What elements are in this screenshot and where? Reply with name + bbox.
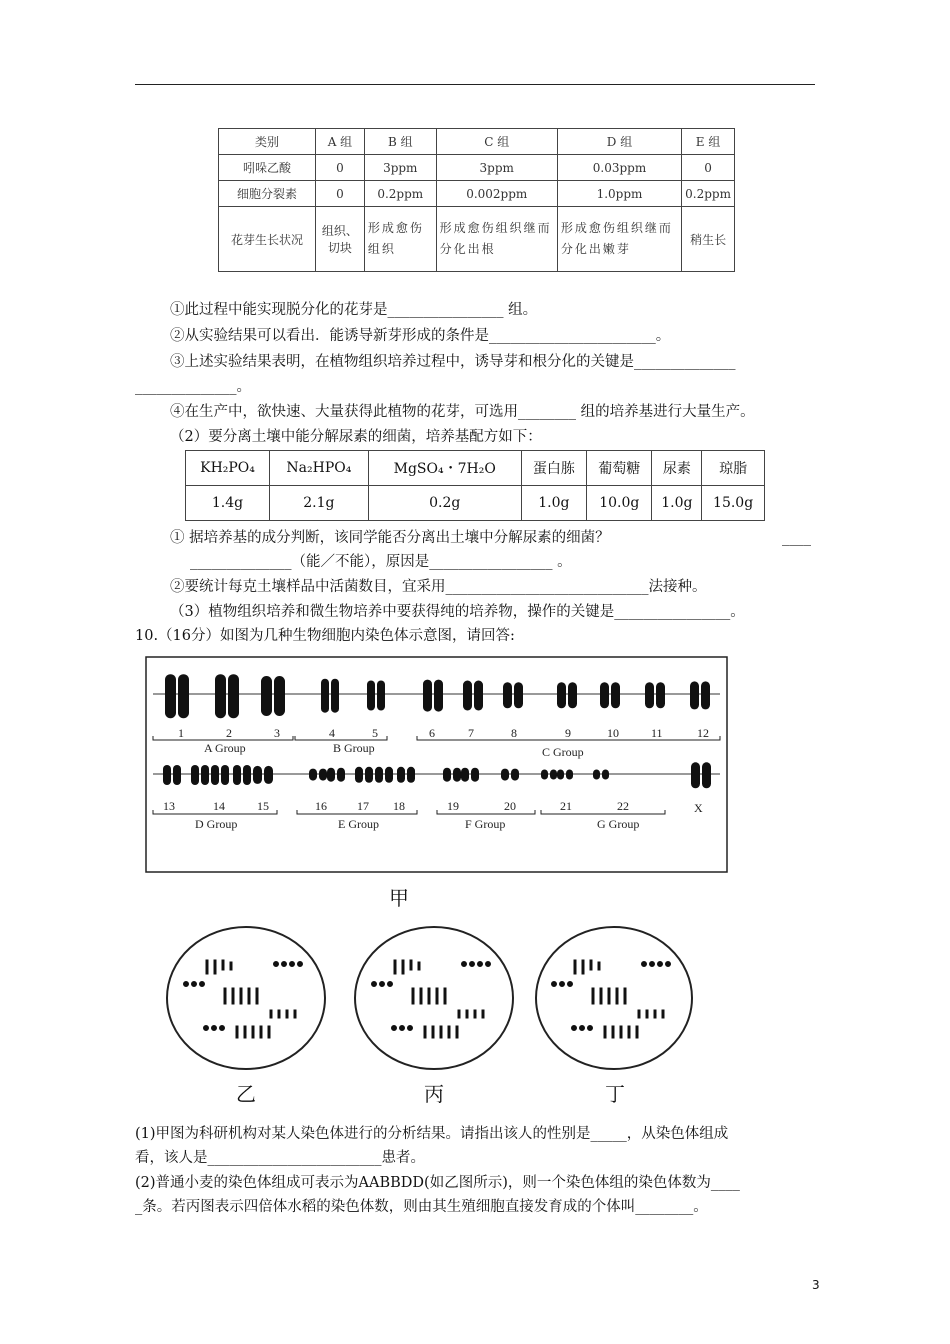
chromosome-shape — [412, 988, 414, 1004]
q9-item-3-cont: ______________。 — [135, 379, 251, 395]
chromosome-shape — [602, 770, 609, 780]
table-cell: 0 — [316, 155, 365, 181]
chromosome-number: 12 — [697, 726, 709, 740]
chromosome-shape — [392, 1026, 397, 1031]
cell-bing — [355, 927, 513, 1069]
q9-sub-1-cont: ______________（能／不能），原因是_________________ 。 — [190, 554, 572, 570]
figure-caption-yi: 乙 — [236, 1082, 256, 1106]
table-row — [219, 207, 735, 272]
chromosome-shape — [428, 988, 430, 1004]
chromosome-shape — [410, 960, 412, 970]
chromosome-shape — [184, 982, 189, 987]
cell-yi — [167, 927, 325, 1069]
cell-ding — [536, 927, 692, 1069]
karyotype-figure — [145, 656, 728, 874]
chromosome-shape — [628, 1026, 630, 1038]
chromosome-shape — [550, 770, 557, 780]
chromosome-shape — [418, 962, 420, 970]
chromosome-number: 19 — [447, 799, 459, 813]
chromosome-shape — [582, 960, 584, 974]
chromosome-shape — [568, 682, 577, 708]
table-cell: MgSO₄・7H₂O — [368, 451, 521, 486]
chromosome-shape — [278, 1010, 280, 1018]
table-cell: 0 — [316, 181, 365, 207]
chromosome-shape — [290, 962, 295, 967]
q10-title: 10.（16分）如图为几种生物细胞内染色体示意图，请回答: — [135, 628, 515, 644]
table-cell: 形成愈伤组织 — [364, 207, 436, 272]
q10-answer-2-cont: _条。若丙图表示四倍体水稻的染色体数，则由其生殖细胞直接发育成的个体叫________。 — [135, 1199, 708, 1215]
table-cell: 0.2ppm — [364, 181, 436, 207]
chromosome-shape — [486, 962, 491, 967]
chromosome-number: 22 — [617, 799, 629, 813]
chromosome-shape — [474, 681, 483, 711]
page-number: 3 — [812, 1278, 820, 1292]
chromosome-shape — [201, 765, 209, 785]
chromosome-shape — [407, 767, 415, 783]
chromosome-shape — [355, 767, 363, 783]
table-cell: 3ppm — [436, 155, 557, 181]
chromosome-number: 20 — [504, 799, 516, 813]
table-cell: 类别 — [219, 129, 316, 155]
chromosome-shape — [458, 1010, 460, 1018]
table-cell: Na₂HPO₄ — [270, 451, 369, 486]
chromosome-shape — [337, 768, 345, 782]
chromosome-shape — [616, 988, 618, 1004]
table-cell: 形成愈伤组织继而分化出根 — [436, 207, 557, 272]
q10-answer-1-cont: 看，该人是________________________患者。 — [135, 1150, 425, 1166]
chromosome-shape — [557, 770, 564, 780]
chromosome-shape — [440, 1026, 442, 1038]
chromosome-shape — [204, 1026, 209, 1031]
table-cell: 0.03ppm — [557, 155, 681, 181]
table-cell: 稍生长 — [682, 207, 735, 272]
table-cell: 琼脂 — [702, 451, 765, 486]
group-bracket — [153, 736, 293, 740]
chromosome-shape — [598, 962, 600, 970]
chromosome-shape — [264, 766, 273, 784]
chromosome-shape — [593, 770, 600, 780]
table-row — [186, 486, 765, 521]
cell-circles-figure — [160, 924, 700, 1076]
table-cell: E 组 — [682, 129, 735, 155]
chromosome-shape — [253, 766, 262, 784]
chromosome-shape — [321, 679, 329, 713]
chromosome-shape — [211, 765, 219, 785]
chromosome-shape — [222, 960, 224, 970]
chromosome-shape — [214, 960, 216, 974]
chromosome-shape — [423, 680, 432, 712]
table-cell: A 组 — [316, 129, 365, 155]
chromosome-shape — [192, 982, 197, 987]
table-row — [219, 129, 735, 155]
chromosome-shape — [233, 765, 241, 785]
table-cell: 0.2g — [368, 486, 521, 521]
chromosome-shape — [215, 674, 226, 718]
chromosome-shape — [456, 1026, 458, 1038]
group-label: B Group — [333, 741, 375, 755]
chromosome-shape — [178, 674, 189, 718]
figure-caption-jia: 甲 — [389, 886, 409, 910]
chromosome-shape — [400, 1026, 405, 1031]
chromosome-shape — [270, 1010, 272, 1018]
chromosome-shape — [444, 988, 446, 1004]
chromosome-shape — [612, 1026, 614, 1038]
chromosome-shape — [588, 1026, 593, 1031]
table-row — [219, 155, 735, 181]
chromosome-shape — [448, 1026, 450, 1038]
chromosome-shape — [394, 960, 396, 974]
chromosome-shape — [260, 1026, 262, 1038]
chromosome-shape — [309, 769, 317, 781]
chromosome-shape — [380, 982, 385, 987]
table-cell: 1.0ppm — [557, 181, 681, 207]
group-label: A Group — [204, 741, 246, 755]
chromosome-shape — [191, 765, 199, 785]
chromosome-shape — [240, 988, 242, 1004]
chromosome-shape — [557, 682, 566, 708]
group-label: E Group — [338, 817, 379, 831]
chromosome-shape — [232, 988, 234, 1004]
table-cell: B 组 — [364, 129, 436, 155]
chromosome-number: 17 — [357, 799, 369, 813]
chromosome-shape — [478, 962, 483, 967]
figure-caption-ding: 丁 — [605, 1082, 625, 1106]
chromosome-number: 18 — [393, 799, 405, 813]
chromosome-shape — [453, 768, 461, 782]
chromosome-shape — [702, 762, 711, 788]
chromosome-number: 2 — [226, 726, 232, 740]
chromosome-shape — [436, 988, 438, 1004]
q9-item-1: ①此过程中能实现脱分化的花芽是________________ 组。 — [170, 302, 538, 318]
chromosome-shape — [650, 962, 655, 967]
chromosome-number: 4 — [329, 726, 335, 740]
chromosome-shape — [642, 962, 647, 967]
chromosome-shape — [252, 1026, 254, 1038]
chromosome-number: 16 — [315, 799, 327, 813]
chromosome-number: 21 — [560, 799, 572, 813]
group-label: D Group — [195, 817, 238, 831]
chromosome-shape — [230, 962, 232, 970]
chromosome-number: 10 — [607, 726, 619, 740]
chromosome-shape — [560, 982, 565, 987]
chromosome-shape — [248, 988, 250, 1004]
chromosome-shape — [638, 1010, 640, 1018]
q9-part-2: （2）要分离土壤中能分解尿素的细菌，培养基配方如下： — [170, 429, 542, 445]
table-cell: 1.4g — [186, 486, 270, 521]
chromosome-shape — [243, 765, 251, 785]
chromosome-number: 11 — [651, 726, 663, 740]
table-row — [186, 451, 765, 486]
chromosome-shape — [658, 962, 663, 967]
chromosome-shape — [206, 960, 208, 974]
chromosome-shape — [388, 982, 393, 987]
chromosome-shape — [331, 679, 339, 713]
chromosome-shape — [261, 676, 272, 716]
chromosome-shape — [200, 982, 205, 987]
chromosome-shape — [432, 1026, 434, 1038]
chromosome-shape — [397, 767, 405, 783]
chromosome-shape — [408, 1026, 413, 1031]
chromosome-shape — [580, 1026, 585, 1031]
table-cell: 蛋白胨 — [521, 451, 586, 486]
chromosome-shape — [385, 767, 393, 783]
chromosome-shape — [552, 982, 557, 987]
q9-item-4: ④在生产中，欲快速、大量获得此植物的花芽，可选用________ 组的培养基进行大量生产。 — [170, 404, 755, 420]
chromosome-shape — [319, 769, 327, 781]
chromosome-shape — [327, 768, 335, 782]
table-cell: 形成愈伤组织继而分化出嫩芽 — [557, 207, 681, 272]
chromosome-number: X — [694, 801, 703, 815]
table-cell: 15.0g — [702, 486, 765, 521]
table-cell: KH₂PO₄ — [186, 451, 270, 486]
table-cell: 细胞分裂素 — [219, 181, 316, 207]
chromosome-shape — [501, 769, 509, 781]
chromosome-shape — [420, 988, 422, 1004]
q9-sub-1: ① 据培养基的成分判断，该同学能否分离出土壤中分解尿素的细菌？ — [170, 530, 610, 546]
chromosome-shape — [568, 982, 573, 987]
chromosome-shape — [466, 1010, 468, 1018]
chromosome-number: 8 — [511, 726, 517, 740]
table-cell: 1.0g — [521, 486, 586, 521]
header-rule — [135, 84, 815, 85]
chromosome-shape — [662, 1010, 664, 1018]
chromosome-number: 13 — [163, 799, 175, 813]
chromosome-number: 15 — [257, 799, 269, 813]
chromosome-number: 9 — [565, 726, 571, 740]
chromosome-shape — [367, 681, 375, 711]
chromosome-shape — [402, 960, 404, 974]
chromosome-shape — [572, 1026, 577, 1031]
table-cell: 1.0g — [652, 486, 702, 521]
chromosome-shape — [274, 676, 285, 716]
chromosome-shape — [274, 962, 279, 967]
chromosome-shape — [294, 1010, 296, 1018]
chromosome-shape — [691, 762, 700, 788]
chromosome-shape — [574, 960, 576, 974]
chromosome-shape — [636, 1026, 638, 1038]
q9-part-3: （3）植物组织培养和微生物培养中要获得纯的培养物，操作的关键是________________。 — [170, 604, 745, 620]
chromosome-shape — [212, 1026, 217, 1031]
chromosome-shape — [471, 768, 479, 782]
chromosome-shape — [244, 1026, 246, 1038]
chromosome-shape — [590, 960, 592, 970]
chromosome-shape — [256, 988, 258, 1004]
q9-item-2: ②从实验结果可以看出．能诱导新芽形成的条件是_______________________。 — [170, 328, 671, 344]
chromosome-shape — [228, 674, 239, 718]
chromosome-shape — [608, 988, 610, 1004]
table-cell: 10.0g — [587, 486, 652, 521]
chromosome-shape — [666, 962, 671, 967]
chromosome-shape — [463, 681, 472, 711]
hormone-table — [218, 128, 735, 272]
chromosome-shape — [461, 768, 469, 782]
chromosome-shape — [511, 769, 519, 781]
chromosome-number: 3 — [274, 726, 280, 740]
chromosome-shape — [375, 767, 383, 783]
chromosome-shape — [224, 988, 226, 1004]
table-cell: 0.2ppm — [682, 181, 735, 207]
chromosome-shape — [377, 681, 385, 711]
chromosome-shape — [372, 982, 377, 987]
group-label: F Group — [465, 817, 506, 831]
chromosome-shape — [173, 765, 181, 785]
chromosome-shape — [282, 962, 287, 967]
chromosome-shape — [462, 962, 467, 967]
chromosome-shape — [690, 681, 699, 709]
chromosome-number: 5 — [372, 726, 378, 740]
q9-sub-1-blank: ____ — [782, 530, 811, 546]
chromosome-shape — [566, 770, 573, 780]
chromosome-shape — [221, 765, 229, 785]
q10-answer-1: (1)甲图为科研机构对某人染色体进行的分析结果。请指出该人的性别是_____，从染色体组成 — [135, 1126, 729, 1142]
chromosome-shape — [654, 1010, 656, 1018]
chromosome-number: 7 — [468, 726, 474, 740]
group-label: C Group — [542, 745, 584, 759]
chromosome-shape — [286, 1010, 288, 1018]
table-cell: C 组 — [436, 129, 557, 155]
chromosome-shape — [514, 682, 523, 708]
q9-item-3: ③上述实验结果表明，在植物组织培养过程中，诱导芽和根分化的关键是______________ — [170, 354, 736, 370]
table-cell: 组织、切块 — [316, 207, 365, 272]
chromosome-shape — [298, 962, 303, 967]
chromosome-shape — [165, 674, 176, 718]
chromosome-shape — [701, 681, 710, 709]
table-cell: 3ppm — [364, 155, 436, 181]
table-cell: 葡萄糖 — [587, 451, 652, 486]
chromosome-shape — [424, 1026, 426, 1038]
chromosome-shape — [365, 767, 373, 783]
q10-answer-2: (2)普通小麦的染色体组成可表示为AABBDD(如乙图所示)，则一个染色体组的染色体数为____ — [135, 1175, 740, 1191]
table-cell: 尿素 — [652, 451, 702, 486]
chromosome-shape — [482, 1010, 484, 1018]
chromosome-shape — [236, 1026, 238, 1038]
chromosome-shape — [624, 988, 626, 1004]
chromosome-shape — [620, 1026, 622, 1038]
chromosome-shape — [656, 682, 665, 708]
table-cell: 0 — [682, 155, 735, 181]
chromosome-shape — [600, 988, 602, 1004]
figure-caption-bing: 丙 — [424, 1082, 444, 1106]
table-cell: 花芽生长状况 — [219, 207, 316, 272]
chromosome-shape — [268, 1026, 270, 1038]
chromosome-shape — [470, 962, 475, 967]
chromosome-shape — [611, 682, 620, 708]
table-cell: 2.1g — [270, 486, 369, 521]
chromosome-shape — [503, 682, 512, 708]
table-cell: D 组 — [557, 129, 681, 155]
chromosome-number: 1 — [178, 726, 184, 740]
group-label: G Group — [597, 817, 640, 831]
chromosome-shape — [541, 770, 548, 780]
medium-table — [185, 450, 765, 521]
chromosome-number: 14 — [213, 799, 225, 813]
chromosome-shape — [163, 765, 171, 785]
table-cell: 0.002ppm — [436, 181, 557, 207]
chromosome-shape — [474, 1010, 476, 1018]
chromosome-shape — [592, 988, 594, 1004]
chromosome-shape — [434, 680, 443, 712]
chromosome-number: 6 — [429, 726, 435, 740]
chromosome-shape — [646, 1010, 648, 1018]
q9-sub-2: ②要统计每克土壤样品中活菌数目，宜采用____________________________法接种。 — [170, 579, 707, 595]
chromosome-shape — [645, 682, 654, 708]
chromosome-shape — [600, 682, 609, 708]
chromosome-shape — [604, 1026, 606, 1038]
table-row — [219, 181, 735, 207]
table-cell: 吲哚乙酸 — [219, 155, 316, 181]
chromosome-shape — [443, 768, 451, 782]
chromosome-shape — [220, 1026, 225, 1031]
